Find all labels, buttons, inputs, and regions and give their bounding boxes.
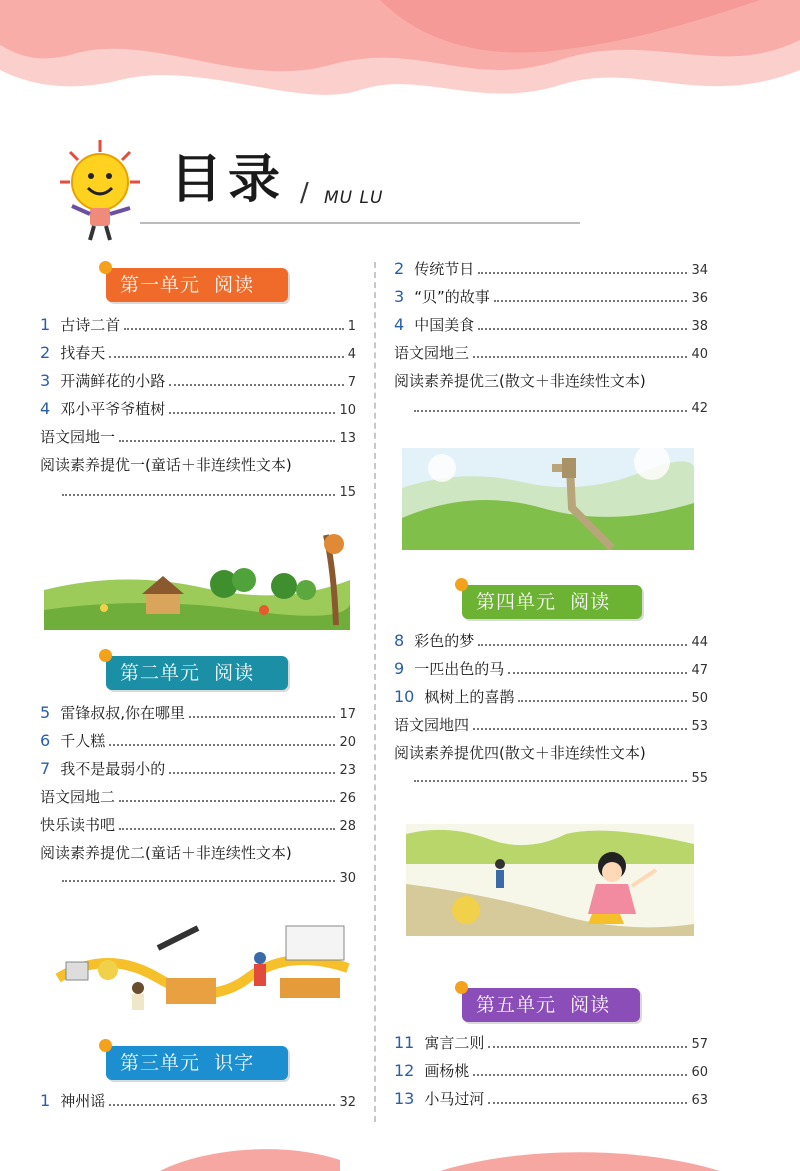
unit-2-banner[interactable] [106,656,288,690]
banner-dot [99,649,112,662]
entry-title: 阅读素养提优三(散文＋非连续性文本) [394,372,646,390]
toc-entry[interactable] [40,730,356,752]
entry-page-number: 20 [339,735,356,750]
dot-leader [62,880,335,882]
entry-number: 8 [394,631,405,650]
toc-entry[interactable] [394,1088,708,1110]
entry-page-number: 4 [347,347,356,362]
toc-entry[interactable] [40,786,356,808]
dot-leader [478,272,687,274]
toc-entry[interactable] [40,398,356,420]
entry-title: 古诗二首 [60,316,121,334]
toc-entry-continuation[interactable] [414,398,708,420]
entry-number: 3 [394,287,405,306]
dot-leader [119,440,335,442]
toc-entry[interactable] [40,342,356,364]
toc-entry[interactable] [40,842,356,864]
unit-1-banner[interactable] [106,268,288,302]
toc-entry[interactable] [394,630,708,652]
toc-entry[interactable] [394,258,708,280]
entry-title: 中国美食 [414,316,475,334]
entry-title: 阅读素养提优一(童话＋非连续性文本) [40,456,292,474]
entry-page-number: 36 [691,291,708,306]
entry-number: 5 [40,703,51,722]
entry-title: 我不是最弱小的 [60,760,166,778]
entry-page-number: 7 [347,375,356,390]
unit-3-label: 第三单元 识字 [120,1052,255,1074]
entry-page-number: 32 [339,1095,356,1110]
entry-title: 开满鲜花的小路 [60,372,166,390]
countryside-illustration [44,530,350,630]
entry-title: 枫树上的喜鹊 [424,688,515,706]
dot-leader [494,300,688,302]
entry-title: 语文园地四 [394,716,470,734]
entry-title: 小马过河 [424,1090,485,1108]
dot-leader [169,772,335,774]
entry-page-number: 23 [339,763,356,778]
food-chain-illustration [48,918,354,1018]
sun-mascot-icon [58,138,142,242]
entry-page-number: 55 [691,771,708,786]
entry-number: 4 [394,315,405,334]
entry-title: 邓小平爷爷植树 [60,400,166,418]
entry-title: 快乐读书吧 [40,816,116,834]
dot-leader [488,1102,687,1104]
banner-dot [455,981,468,994]
toc-entry[interactable] [394,714,708,736]
dot-leader [478,644,687,646]
dot-leader [473,1074,687,1076]
dot-leader [62,494,335,496]
dot-leader [518,700,687,702]
toc-entry[interactable] [40,814,356,836]
entry-title: 千人糕 [60,732,106,750]
toc-entry[interactable] [40,314,356,336]
unit-5-banner[interactable] [462,988,640,1022]
dot-leader [508,672,687,674]
dot-leader [414,410,687,412]
toc-entry[interactable] [394,686,708,708]
dot-leader [414,780,687,782]
entry-number: 2 [40,343,51,362]
dot-leader [473,356,687,358]
great-wall-illustration [402,448,694,550]
entry-number: 10 [394,687,415,706]
unit-4-banner[interactable] [462,585,642,619]
entry-title: 语文园地三 [394,344,470,362]
unit-1-label: 第一单元 阅读 [120,274,255,296]
dot-leader [119,828,335,830]
dot-leader [473,728,687,730]
toc-entry[interactable] [40,758,356,780]
toc-entry[interactable] [394,658,708,680]
toc-entry[interactable] [40,370,356,392]
entry-page-number: 38 [691,319,708,334]
entry-title: 画杨桃 [424,1062,470,1080]
dot-leader [109,356,344,358]
toc-entry[interactable] [40,1090,356,1112]
bottom-wave-decoration [0,1140,800,1171]
dot-leader [109,744,335,746]
entry-number: 3 [40,371,51,390]
toc-entry-continuation[interactable] [62,482,356,504]
entry-page-number: 34 [691,263,708,278]
entry-number: 6 [40,731,51,750]
unit-3-banner[interactable] [106,1046,288,1080]
title-slash: / [300,178,309,208]
entry-title: 神州谣 [60,1092,106,1110]
entry-page-number: 47 [691,663,708,678]
toc-entry[interactable] [394,1060,708,1082]
entry-page-number: 42 [691,401,708,416]
column-divider [374,262,376,1122]
page-title: 目录 [170,150,287,210]
entry-title: 找春天 [60,344,106,362]
banner-dot [99,261,112,274]
dot-leader [169,384,344,386]
entry-number: 9 [394,659,405,678]
entry-page-number: 17 [339,707,356,722]
dot-leader [124,328,344,330]
banner-dot [455,578,468,591]
toc-entry-continuation[interactable] [414,768,708,790]
toc-entry-continuation[interactable] [62,868,356,890]
entry-title: 传统节日 [414,260,475,278]
entry-title: 语文园地一 [40,428,116,446]
toc-entry[interactable] [40,454,356,476]
entry-title: “贝”的故事 [414,288,490,306]
entry-title: 彩色的梦 [414,632,475,650]
toc-entry[interactable] [394,314,708,336]
toc-entry[interactable] [394,370,708,392]
entry-number: 2 [394,259,405,278]
entry-page-number: 40 [691,347,708,362]
toc-entry[interactable] [394,1032,708,1054]
dot-leader [119,800,335,802]
entry-title: 雷锋叔叔,你在哪里 [60,704,185,722]
dot-leader [109,1104,335,1106]
toc-entry[interactable] [40,426,356,448]
toc-entry[interactable] [40,702,356,724]
entry-title: 阅读素养提优四(散文＋非连续性文本) [394,744,646,762]
entry-title: 一匹出色的马 [414,660,505,678]
dot-leader [478,328,687,330]
entry-page-number: 57 [691,1037,708,1052]
entry-number: 12 [394,1061,415,1080]
entry-page-number: 1 [347,319,356,334]
entry-title: 阅读素养提优二(童话＋非连续性文本) [40,844,292,862]
entry-page-number: 10 [339,403,356,418]
unit-4-label: 第四单元 阅读 [476,591,611,613]
entry-number: 11 [394,1033,415,1052]
entry-title: 寓言二则 [424,1034,485,1052]
dot-leader [189,716,335,718]
page-subtitle: MU LU [324,188,384,208]
entry-page-number: 26 [339,791,356,806]
dot-leader [488,1046,687,1048]
entry-title: 语文园地二 [40,788,116,806]
entry-page-number: 28 [339,819,356,834]
toc-entry[interactable] [394,286,708,308]
toc-entry[interactable] [394,742,708,764]
unit-5-label: 第五单元 阅读 [476,994,611,1016]
top-wave-decoration [0,0,800,110]
entry-number: 1 [40,315,51,334]
banner-dot [99,1039,112,1052]
dot-leader [169,412,335,414]
entry-page-number: 53 [691,719,708,734]
entry-page-number: 44 [691,635,708,650]
entry-page-number: 13 [339,431,356,446]
entry-page-number: 50 [691,691,708,706]
entry-page-number: 63 [691,1093,708,1108]
unit-2-label: 第二单元 阅读 [120,662,255,684]
entry-number: 4 [40,399,51,418]
title-underline [140,222,580,224]
entry-number: 13 [394,1089,415,1108]
toc-entry[interactable] [394,342,708,364]
entry-number: 1 [40,1091,51,1110]
entry-page-number: 60 [691,1065,708,1080]
entry-page-number: 15 [339,485,356,500]
entry-number: 7 [40,759,51,778]
girl-running-illustration [406,824,694,936]
entry-page-number: 30 [339,871,356,886]
